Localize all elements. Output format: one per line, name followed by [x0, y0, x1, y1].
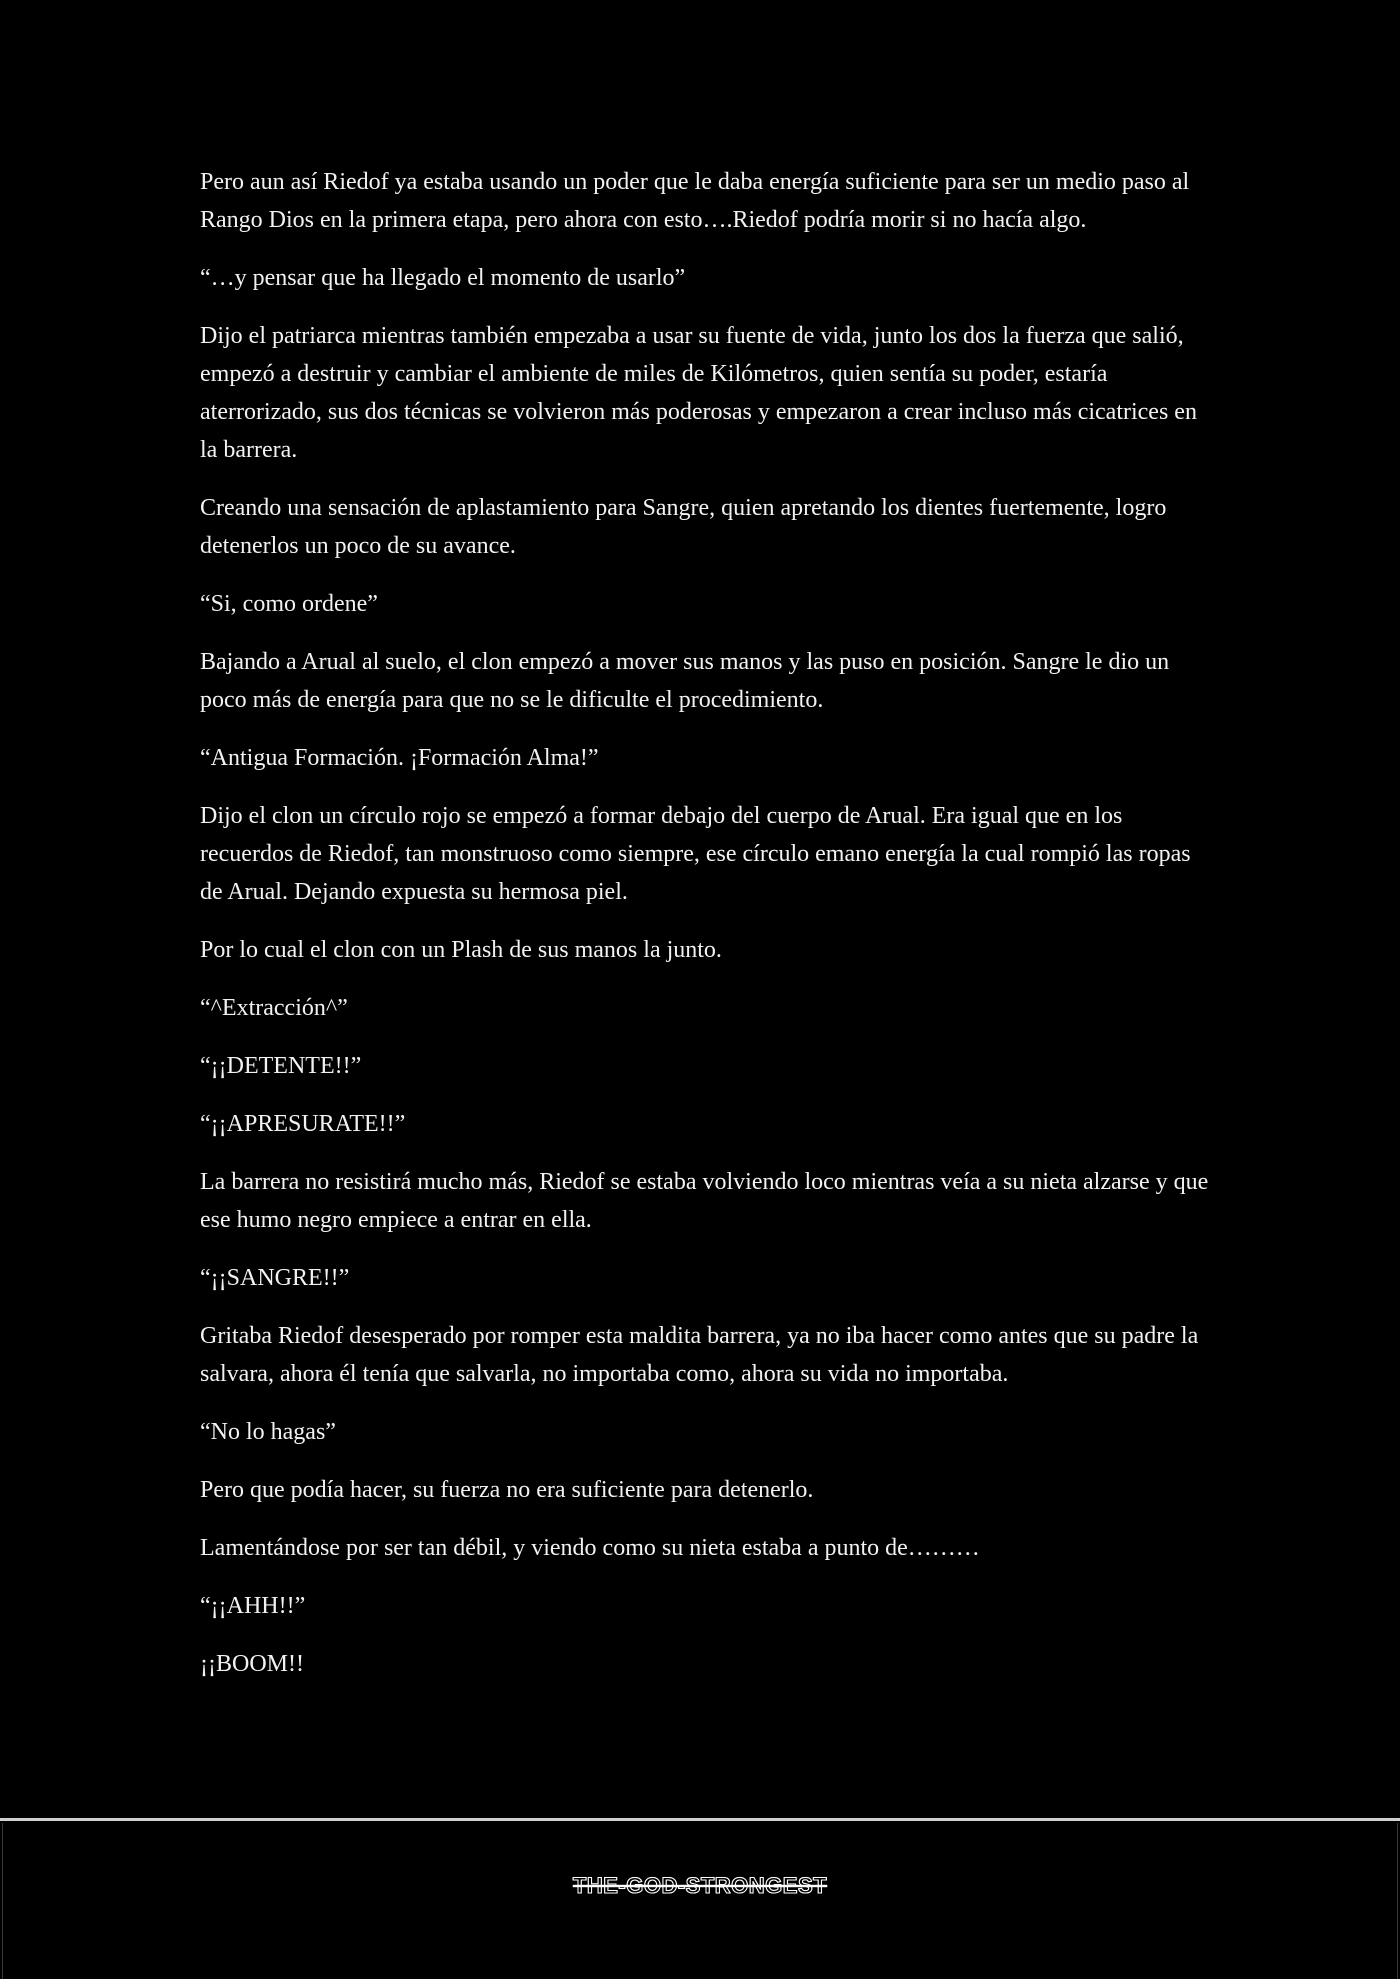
paragraph: “¡¡SANGRE!!”	[200, 1265, 350, 1291]
paragraph: Creando una sensación de aplastamiento para Sangre, quien apretando los dientes fuertemente, logro detenerlos un poco de su avance.	[200, 495, 1167, 559]
watermark: THE-GOD-STRONGEST	[572, 1873, 828, 1898]
story-text	[200, 163, 1210, 1703]
paragraph: Dijo el patriarca mientras también empezaba a usar su fuente de vida, junto los dos la fuerza que salió, empezó a destruir y cambiar el ambiente de miles de Kilómetros, quien sentía su poder, estaría aterrorizado, sus dos técnicas se volvieron más poderosas y empezaron a crear incluso más cicatrices en la barrera.	[200, 323, 1197, 463]
paragraph: ¡¡BOOM!!	[200, 1651, 304, 1677]
footer	[0, 1818, 1400, 1979]
paragraph: “¡¡APRESURATE!!”	[200, 1111, 406, 1137]
paragraph: La barrera no resistirá mucho más, Riedof se estaba volviendo loco mientras veía a su nieta alzarse y que ese humo negro empiece a entrar en ella.	[200, 1169, 1209, 1233]
footer-frame	[2, 1823, 1398, 1979]
paragraph: “No lo hagas”	[200, 1419, 336, 1445]
paragraph: “^Extracción^”	[200, 995, 348, 1021]
paragraph: “…y pensar que ha llegado el momento de usarlo”	[200, 265, 686, 291]
paragraph: “Si, como ordene”	[200, 591, 378, 617]
paragraph: Por lo cual el clon con un Plash de sus manos la junto.	[200, 937, 722, 963]
paragraph: Lamentándose por ser tan débil, y viendo como su nieta estaba a punto de………	[200, 1535, 980, 1561]
paragraph: Dijo el clon un círculo rojo se empezó a formar debajo del cuerpo de Arual. Era igual que en los recuerdos de Riedof, tan monstruoso como siempre, ese círculo emano energía la cual rompió las ropas de Arual. Dejando expuesta su hermosa piel.	[200, 803, 1191, 905]
paragraph: Pero aun así Riedof ya estaba usando un poder que le daba energía suficiente para ser un medio paso al Rango Dios en la primera etapa, pero ahora con esto….Riedof podría morir si no hacía algo.	[200, 169, 1190, 233]
paragraph: “Antigua Formación. ¡Formación Alma!”	[200, 745, 599, 771]
paragraph: Bajando a Arual al suelo, el clon empezó a mover sus manos y las puso en posición. Sangre le dio un poco más de energía para que no se le dificulte el procedimiento.	[200, 649, 1170, 713]
paragraph: “¡¡DETENTE!!”	[200, 1053, 362, 1079]
paragraph: “¡¡AHH!!”	[200, 1593, 306, 1619]
paragraph: Gritaba Riedof desesperado por romper esta maldita barrera, ya no iba hacer como antes que su padre la salvara, ahora él tenía que salvarla, no importaba como, ahora su vida no importaba.	[200, 1323, 1199, 1387]
paragraph: Pero que podía hacer, su fuerza no era suficiente para detenerlo.	[200, 1477, 814, 1503]
